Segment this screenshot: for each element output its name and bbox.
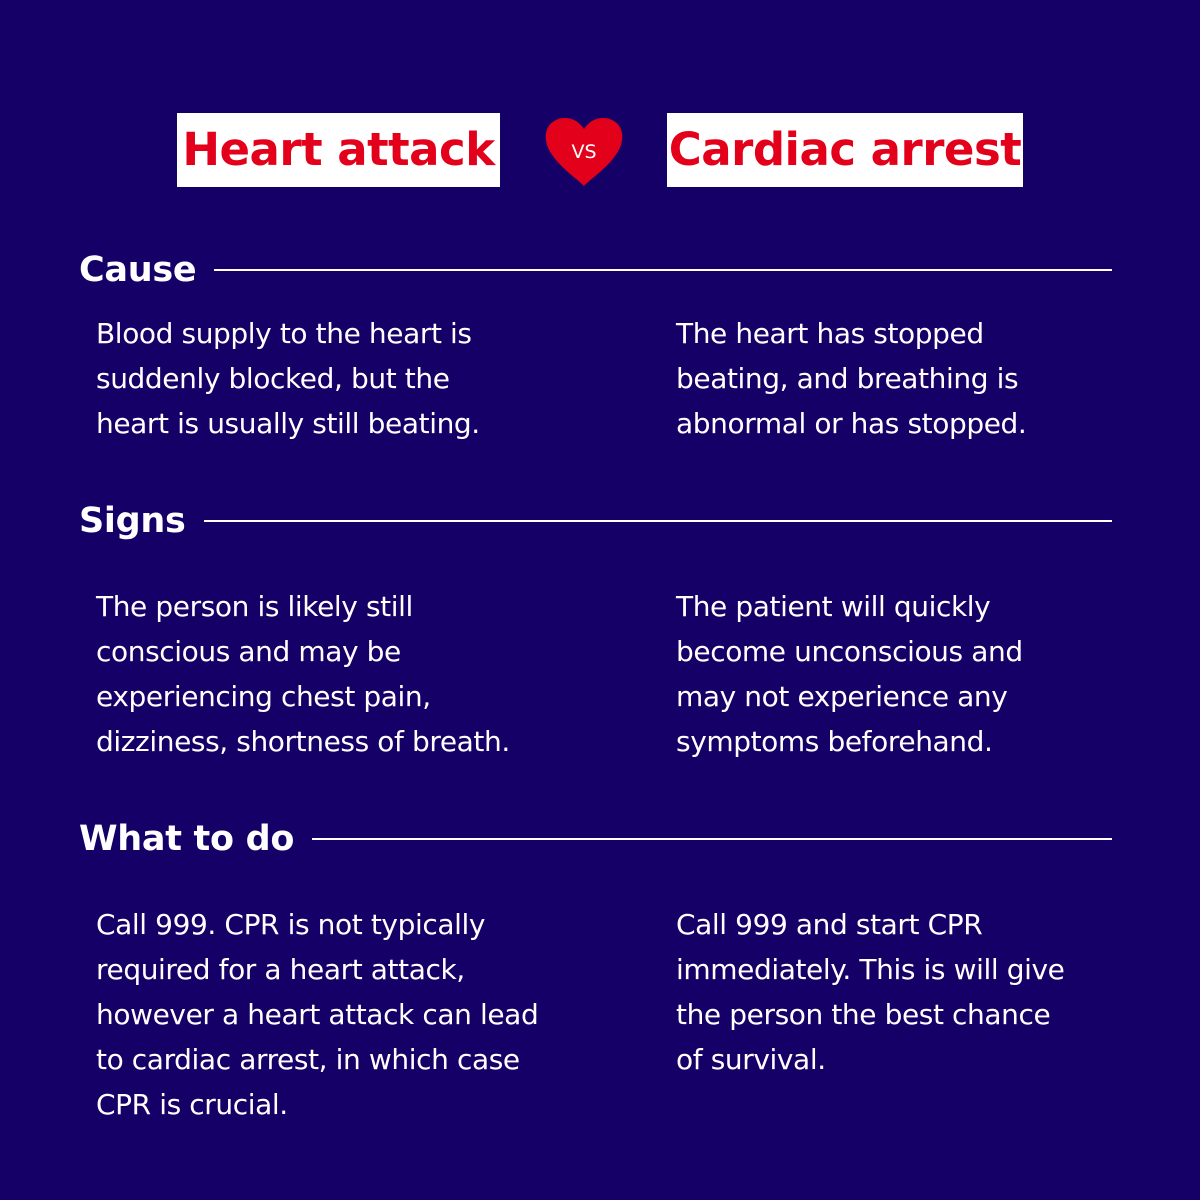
section-heading-what-to-do: [79, 819, 1112, 859]
section-heading-label: What to do: [79, 819, 295, 859]
divider-line: [214, 269, 1112, 271]
divider-line: [204, 520, 1112, 522]
cause-cardiac-arrest-text: The heart has stopped beating, and breathing is abnormal or has stopped.: [676, 317, 1027, 440]
cardiac-arrest-title: Cardiac arrest: [667, 113, 1023, 187]
what-to-do-cardiac-arrest-text: Call 999 and start CPR immediately. This is will give the person the best chance of survival.: [676, 908, 1065, 1076]
divider-line: [312, 838, 1112, 840]
signs-heart-attack-text: The person is likely still conscious and may be experiencing chest pain, dizziness, shortness of breath.: [96, 590, 510, 758]
section-heading-label: Signs: [79, 501, 186, 541]
section-heading-signs: [79, 501, 1112, 541]
section-heading-cause: [79, 250, 1112, 290]
heart-icon: [544, 116, 624, 188]
section-heading-label: Cause: [79, 250, 197, 290]
what-to-do-heart-attack-text: Call 999. CPR is not typically required for a heart attack, however a heart attack can lead to cardiac arrest, in which case CPR is crucial.: [96, 908, 539, 1121]
heart-attack-title: Heart attack: [177, 113, 500, 187]
vs-label: VS: [571, 141, 597, 163]
signs-cardiac-arrest-text: The patient will quickly become unconscious and may not experience any symptoms beforehand.: [676, 590, 1023, 758]
cause-heart-attack-text: Blood supply to the heart is suddenly blocked, but the heart is usually still beating.: [96, 317, 480, 440]
